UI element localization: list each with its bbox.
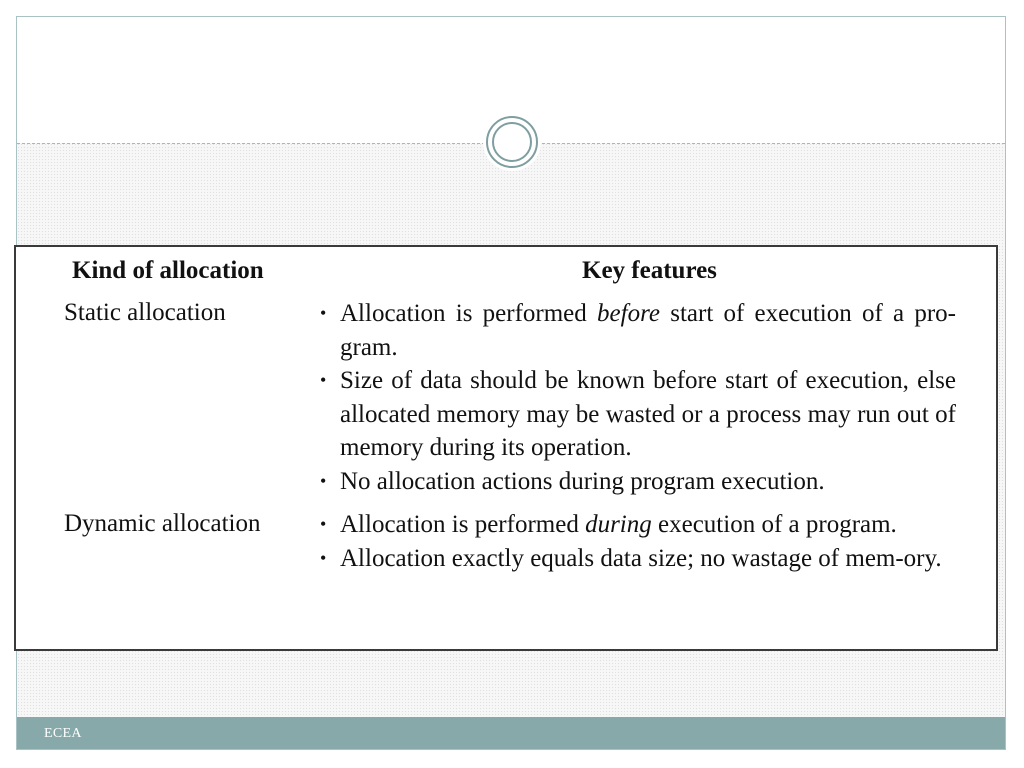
feature-emphasis: before — [597, 300, 660, 327]
feature-text: Size of data should be known before start of execution, else allocated memory may be wasted or a process may run out of memory during its operation. — [340, 367, 956, 461]
footer-bar — [17, 717, 1005, 750]
kind-label-dynamic: Dynamic allocation — [64, 510, 261, 537]
feature-text: Allocation exactly equals data size; no wastage of mem-ory. — [340, 544, 942, 572]
feature-text: Allocation is performed — [340, 300, 598, 327]
bullet-icon: • — [320, 303, 327, 323]
feature-text-tail: execution of a program. — [651, 511, 897, 538]
feature-item — [316, 297, 956, 364]
bullet-icon: • — [320, 370, 327, 390]
column-header-kind: Kind of allocation — [72, 257, 264, 284]
feature-item — [316, 465, 956, 499]
feature-item — [316, 542, 956, 576]
feature-list-static — [316, 297, 956, 498]
feature-text-tail: start of execution of a pro-gram. — [340, 300, 956, 361]
bullet-icon: • — [320, 470, 327, 491]
feature-text: Allocation is performed — [340, 511, 586, 538]
allocation-table-image — [14, 245, 998, 651]
feature-item — [316, 508, 956, 542]
bullet-icon: • — [320, 514, 327, 534]
feature-item — [316, 364, 956, 465]
footer-text: ECEA — [44, 726, 82, 741]
feature-emphasis: during — [585, 511, 652, 538]
feature-list-dynamic — [316, 508, 956, 575]
kind-label-static: Static allocation — [64, 299, 226, 326]
bullet-icon: • — [320, 547, 327, 568]
double-ring-ornament-icon — [486, 116, 538, 168]
ornament-inner-ring — [492, 122, 532, 162]
feature-text: No allocation actions during program execution. — [340, 467, 825, 495]
column-header-features: Key features — [582, 257, 717, 284]
